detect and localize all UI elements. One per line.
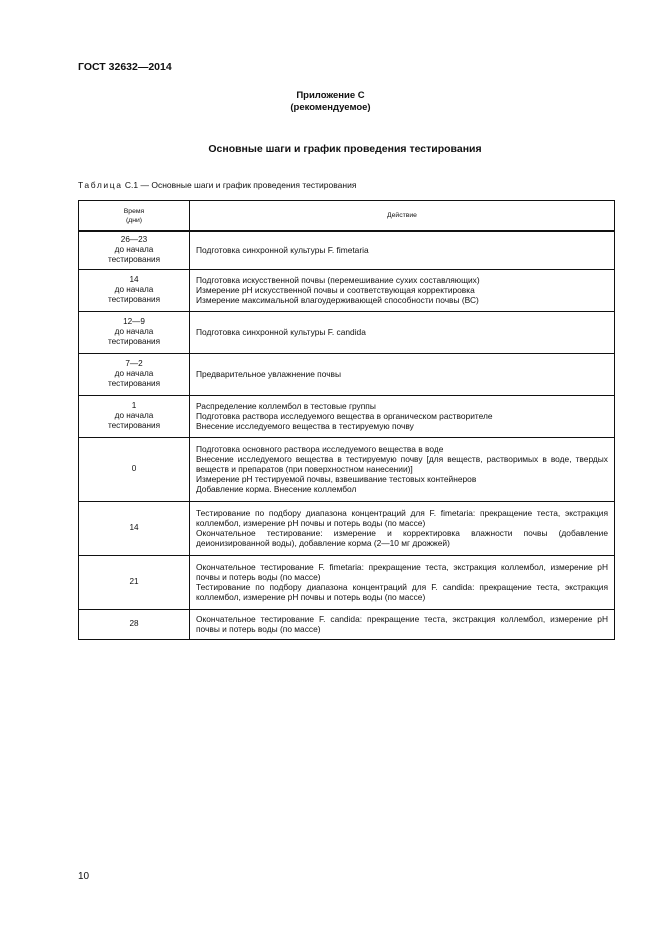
time-line: тестирования: [107, 255, 161, 265]
action-cell: [190, 501, 615, 555]
time-line: до начала: [114, 369, 154, 378]
appendix-heading: [0, 90, 661, 114]
time-line: до начала: [114, 285, 154, 294]
action-cell: [190, 437, 615, 501]
action-line: Подготовка раствора исследуемого вещества в органическом растворителе: [196, 411, 493, 421]
time-cell: [79, 311, 190, 353]
time-line: 1: [131, 401, 137, 410]
header-action: Действие: [190, 201, 615, 232]
time-cell: [79, 609, 190, 639]
table-row: [79, 353, 615, 395]
action-line: Подготовка синхронной культуры F. fimetaria: [196, 245, 369, 256]
table-header-row: [79, 201, 615, 232]
table-caption-label: Таблица: [78, 180, 123, 190]
appendix-subtitle: (рекомендуемое): [290, 102, 371, 113]
action-line: Измерение максимальной влагоудерживающей способности почвы (ВС): [196, 295, 479, 305]
time-line: до начала: [114, 411, 154, 420]
time-cell: [79, 555, 190, 609]
testing-schedule-table: [78, 200, 615, 640]
time-cell: [79, 501, 190, 555]
time-line: 21: [129, 577, 139, 586]
action-line: Тестирование по подбору диапазона концентраций для F. candida: прекращение теста, экстракция коллембол, измерение рН почвы и потерь воды (по массе): [196, 582, 608, 602]
action-cell: [190, 269, 615, 311]
action-cell: [190, 609, 615, 639]
time-cell: [79, 269, 190, 311]
action-line: Распределение коллембол в тестовые группы: [196, 401, 376, 411]
action-cell: [190, 353, 615, 395]
appendix-title: Приложение С: [296, 90, 365, 101]
table-row: [79, 609, 615, 639]
table-row: [79, 501, 615, 555]
time-line: до начала: [114, 327, 154, 336]
time-line: 28: [129, 619, 139, 628]
table-caption: [78, 180, 356, 190]
action-line: Измерение рН тестируемой почвы, взвешивание тестовых контейнеров: [196, 474, 477, 484]
table-row: [79, 269, 615, 311]
time-line: 12—9: [123, 317, 145, 326]
action-line: Окончательное тестирование F. candida: прекращение теста, экстракция коллембол, измерение рН почвы и потерь воды (по массе): [196, 614, 608, 634]
table-row: [79, 311, 615, 353]
action-line: Тестирование по подбору диапазона концентраций для F. fimetaria: прекращение теста, экстракция коллембол, измерение рН почвы и потерь воды (по массе): [196, 508, 608, 528]
header-time: [79, 201, 190, 232]
action-line: Предварительное увлажнение почвы: [196, 369, 342, 379]
action-line: Окончательное тестирование: измерение и корректировка влажности почвы (добавление деионизированной воды), добавление корма (2—10 мг дрожжей): [196, 528, 608, 548]
action-line: Добавление корма. Внесение коллембол: [196, 484, 357, 494]
time-cell: [79, 437, 190, 501]
section-title: Основные шаги и график проведения тестирования: [208, 143, 482, 155]
time-line: 14: [129, 523, 139, 532]
time-line: 0: [131, 464, 137, 473]
header-time-label: Время: [123, 207, 145, 215]
table-caption-text: С.1 — Основные шаги и график проведения тестирования: [122, 180, 357, 190]
time-cell: [79, 395, 190, 437]
action-line: Подготовка основного раствора исследуемого вещества в воде: [196, 444, 444, 454]
action-line: Внесение исследуемого вещества в тестируемую почву [для веществ, растворимых в воде, твердых веществ и препаратов (при поверхностном нанесении)]: [196, 454, 608, 474]
action-cell: [190, 311, 615, 353]
header-time-unit: (дни): [125, 216, 143, 224]
time-line: 7—2: [125, 359, 143, 368]
action-line: Окончательное тестирование F. fimetaria: прекращение теста, экстракция коллембол, измерение рН почвы и потерь воды (по массе): [196, 562, 608, 582]
action-cell: [190, 395, 615, 437]
table-body: [79, 231, 615, 639]
action-line: Подготовка искусственной почвы (перемешивание сухих составляющих): [196, 275, 480, 285]
time-cell: [79, 231, 190, 269]
table-row: [79, 437, 615, 501]
document-code: ГОСТ 32632—2014: [78, 61, 172, 73]
page-number: 10: [78, 871, 90, 882]
time-line: до начала: [114, 245, 154, 255]
time-cell: [79, 353, 190, 395]
time-line: 14: [129, 275, 139, 284]
action-cell: [190, 555, 615, 609]
action-cell: [190, 231, 615, 269]
time-line: 26—23: [120, 235, 148, 245]
action-line: Внесение исследуемого вещества в тестируемую почву: [196, 421, 414, 431]
table-row: [79, 395, 615, 437]
time-line: тестирования: [107, 295, 161, 304]
table-row: [79, 555, 615, 609]
action-line: Измерение рН искусственной почвы и соответствующая корректировка: [196, 285, 475, 295]
time-line: тестирования: [107, 379, 161, 388]
table-row: [79, 231, 615, 269]
action-line: Подготовка синхронной культуры F. candida: [196, 327, 366, 337]
time-line: тестирования: [107, 421, 161, 430]
time-line: тестирования: [107, 337, 161, 346]
